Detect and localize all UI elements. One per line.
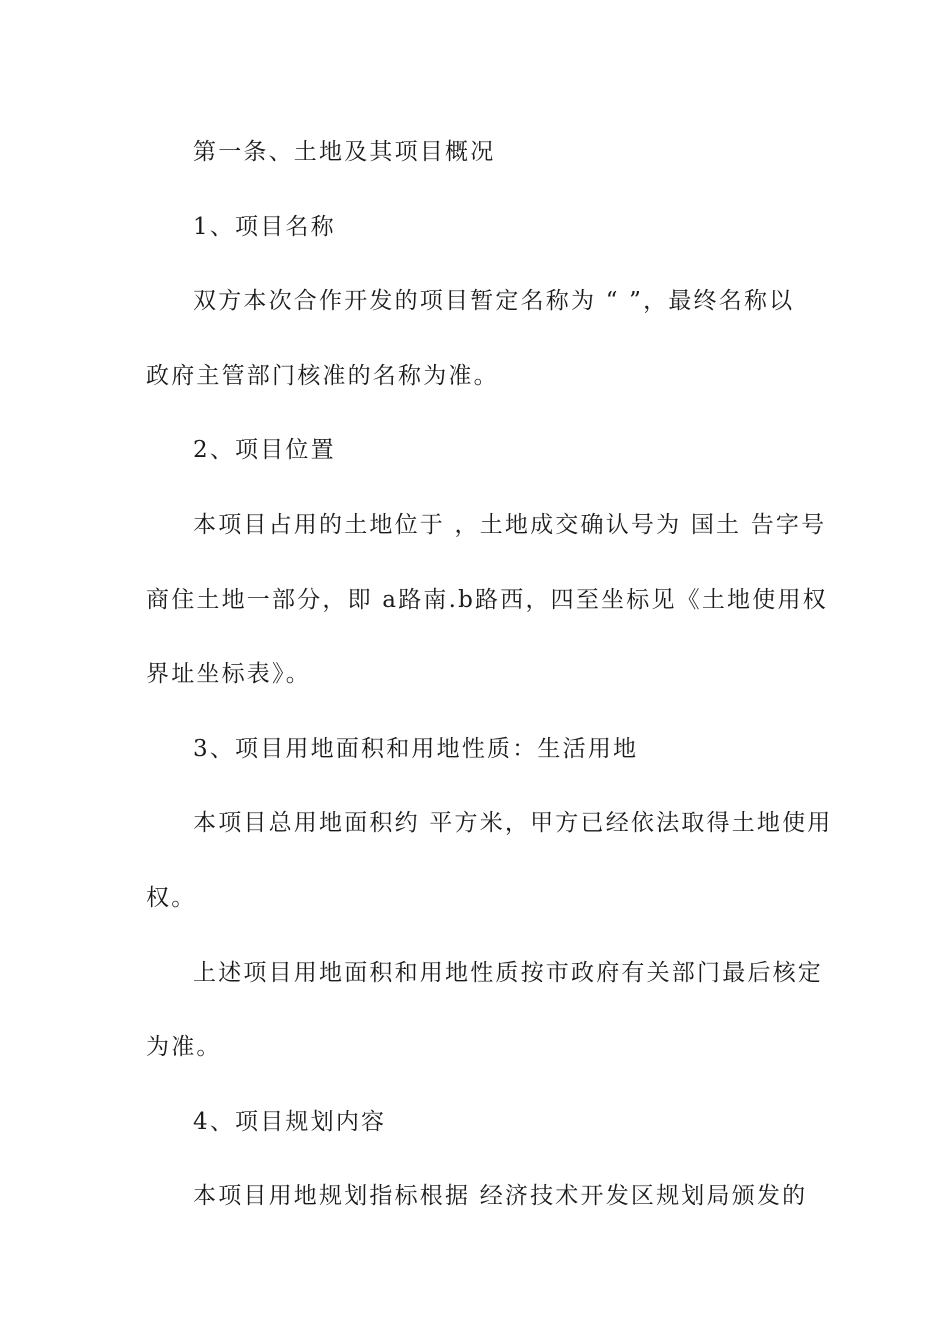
paragraph-line: 本项目占用的土地位于 ，土地成交确认号为 国土 告字号 (193, 511, 827, 538)
paragraph-line: 上述项目用地面积和用地性质按市政府有关部门最后核定 (193, 959, 823, 986)
paragraph-line: 界址坐标表》。 (146, 661, 311, 688)
paragraph-line: 政府主管部门核准的名称为准。 (146, 362, 499, 389)
document-body (146, 126, 833, 1245)
paragraph-line: 商住土地一部分，即 a路南.b路西，四至坐标见《土地使用权 (146, 586, 828, 613)
section-heading-project-location: 2、项目位置 (193, 437, 336, 464)
section-heading-planning: 4、项目规划内容 (193, 1108, 387, 1135)
paragraph-line: 双方本次合作开发的项目暂定名称为 “ ”，最终名称以 (193, 288, 795, 315)
paragraph-line: 为准。 (146, 1034, 222, 1061)
article-heading: 第一条、土地及其项目概况 (193, 139, 496, 165)
paragraph-line: 本项目总用地面积约 平方米，甲方已经依法取得土地使用 (193, 810, 833, 837)
section-heading-land-area: 3、项目用地面积和用地性质：生活用地 (193, 735, 639, 762)
section-heading-project-name: 1、项目名称 (193, 213, 336, 240)
paragraph-line: 本项目用地规划指标根据 经济技术开发区规划局颁发的 (193, 1183, 808, 1210)
paragraph-line: 权。 (146, 884, 197, 911)
